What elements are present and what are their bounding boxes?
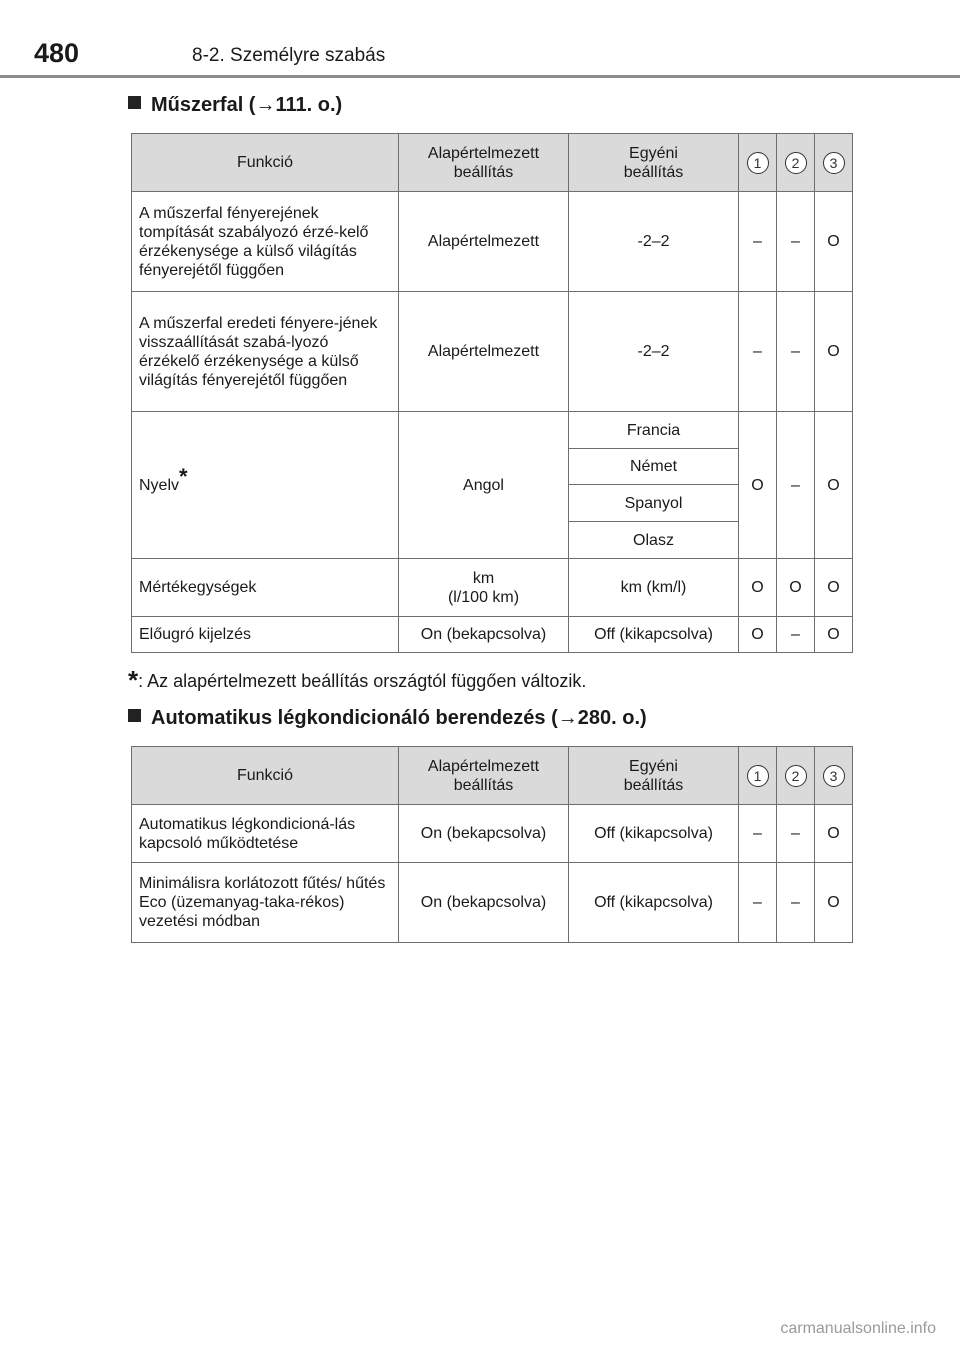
cell-default: km (l/100 km) [399, 559, 569, 617]
col-1: 1 [739, 134, 777, 192]
heading-text: Műszerfal (→111. o.) [151, 94, 343, 116]
table-row [132, 292, 853, 412]
cell-custom-option: Spanyol [569, 485, 739, 522]
asterisk-mark: * [179, 463, 188, 489]
col-function: Funkció [132, 747, 399, 805]
cell-3: O [815, 617, 853, 653]
table-row [132, 617, 853, 653]
cell-custom: Off (kikapcsolva) [569, 617, 739, 653]
cell-function: Előugró kijelzés [132, 617, 399, 653]
table-row [132, 559, 853, 617]
cell-1: O [739, 559, 777, 617]
col-3: 3 [815, 134, 853, 192]
col-custom: Egyéni beállítás [569, 747, 739, 805]
cell-custom: km (km/l) [569, 559, 739, 617]
cell-function: Nyelv* [132, 412, 399, 559]
cell-3: O [815, 805, 853, 863]
cell-default: On (bekapcsolva) [399, 617, 569, 653]
table-row [132, 412, 853, 449]
col-2: 2 [777, 134, 815, 192]
col-3: 3 [815, 747, 853, 805]
cell-3: O [815, 192, 853, 292]
cell-1: – [739, 192, 777, 292]
cell-1: – [739, 863, 777, 943]
cell-3: O [815, 863, 853, 943]
heading-air-conditioning [128, 705, 647, 731]
table-header-row [132, 134, 853, 192]
footnote [128, 665, 587, 695]
cell-custom: -2–2 [569, 292, 739, 412]
cell-default: Alapértelmezett [399, 192, 569, 292]
cell-1: O [739, 412, 777, 559]
cell-1: – [739, 805, 777, 863]
cell-default: Angol [399, 412, 569, 559]
col-1: 1 [739, 747, 777, 805]
watermark: carmanualsonline.info [780, 1320, 936, 1337]
cell-custom-option: Olasz [569, 522, 739, 559]
heading-instrument-panel [128, 92, 342, 118]
col-custom: Egyéni beállítás [569, 134, 739, 192]
cell-function: Mértékegységek [132, 559, 399, 617]
col-function: Funkció [132, 134, 399, 192]
instrument-panel-table [131, 133, 853, 653]
cell-custom-option: Francia [569, 412, 739, 449]
cell-3: O [815, 412, 853, 559]
section-title: 8-2. Személyre szabás [192, 45, 386, 66]
cell-3: O [815, 559, 853, 617]
table-row [132, 805, 853, 863]
table-header-row [132, 747, 853, 805]
cell-function: Minimálisra korlátozott fűtés/ hűtés Eco (üzemanyag-taka-rékos) vezetési módban [132, 863, 399, 943]
cell-custom-option: Német [569, 449, 739, 485]
cell-function: A műszerfal eredeti fényere-jének visszaállítását szabá-lyozó érzékelő érzékenysége a külső világítás fényerejétől függően [132, 292, 399, 412]
cell-2: – [777, 805, 815, 863]
cell-default: Alapértelmezett [399, 292, 569, 412]
table-row [132, 192, 853, 292]
cell-2: – [777, 292, 815, 412]
header-rule [0, 75, 960, 78]
cell-3: O [815, 292, 853, 412]
cell-1: O [739, 617, 777, 653]
cell-function: A műszerfal fényerejének tompítását szabályozó érzé-kelő érzékenysége a külső világítás fényerejétől függően [132, 192, 399, 292]
cell-2: O [777, 559, 815, 617]
col-2: 2 [777, 747, 815, 805]
cell-2: – [777, 617, 815, 653]
page-header [0, 0, 960, 80]
table-row [132, 863, 853, 943]
cell-2: – [777, 412, 815, 559]
cell-default: On (bekapcsolva) [399, 863, 569, 943]
page-number: 480 [34, 38, 80, 68]
cell-function: Automatikus légkondicioná-lás kapcsoló működtetése [132, 805, 399, 863]
cell-2: – [777, 863, 815, 943]
square-bullet-icon [128, 709, 141, 722]
col-default: Alapértelmezett beállítás [399, 134, 569, 192]
cell-2: – [777, 192, 815, 292]
square-bullet-icon [128, 96, 141, 109]
cell-custom: -2–2 [569, 192, 739, 292]
col-default: Alapértelmezett beállítás [399, 747, 569, 805]
heading-text: Automatikus légkondicionáló berendezés (→280. o.) [151, 707, 647, 729]
cell-default: On (bekapcsolva) [399, 805, 569, 863]
air-conditioning-table [131, 746, 853, 943]
footnote-text: : Az alapértelmezett beállítás országtól függően változik. [138, 671, 587, 691]
cell-custom: Off (kikapcsolva) [569, 805, 739, 863]
cell-1: – [739, 292, 777, 412]
cell-custom: Off (kikapcsolva) [569, 863, 739, 943]
footnote-asterisk: * [128, 665, 139, 695]
